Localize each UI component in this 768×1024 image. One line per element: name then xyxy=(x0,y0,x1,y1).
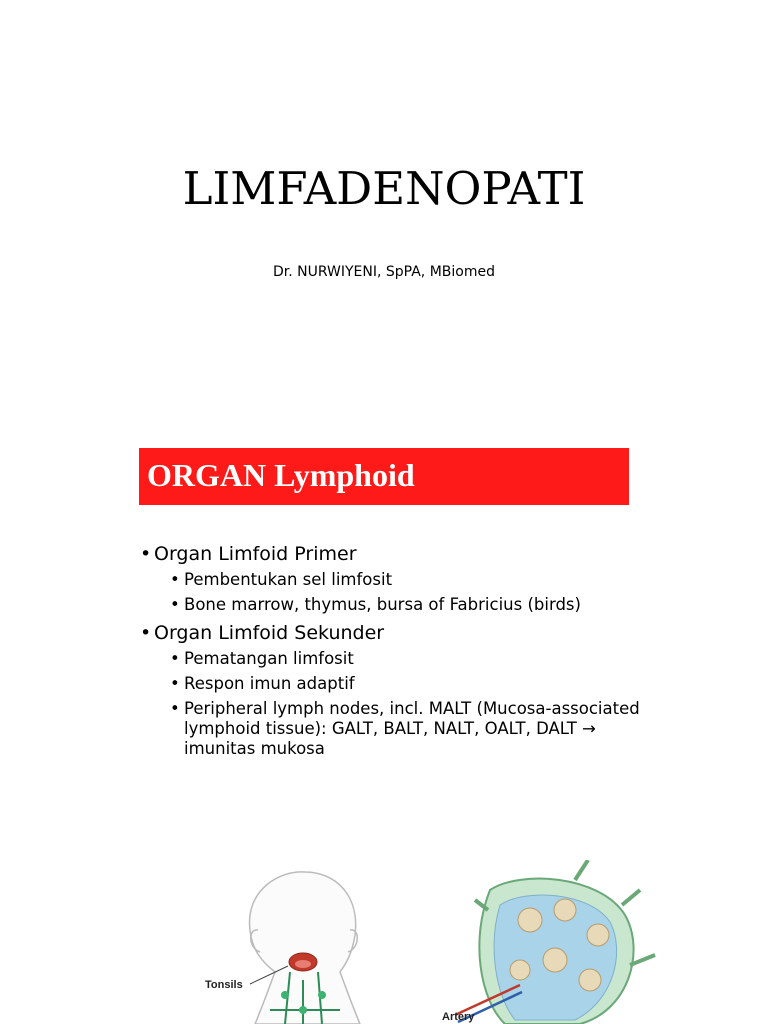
sub-bullet: • Pematangan limfosit xyxy=(170,649,640,669)
content-slide xyxy=(0,420,768,1024)
artery-label: Artery xyxy=(442,1011,475,1023)
lymph-node-cross-section-illustration xyxy=(0,860,768,1024)
section-header-text: ORGAN Lymphoid xyxy=(147,457,415,493)
section-header xyxy=(139,448,629,505)
bullet-secondary: • Organ Limfoid Sekunder xyxy=(140,621,640,645)
sub-bullet: • Bone marrow, thymus, bursa of Fabricius (birds) xyxy=(170,595,640,615)
sub-bullet: • Peripheral lymph nodes, incl. MALT (Mucosa-associated lymphoid tissue): GALT, BALT, NALT, OALT, DALT → imunitas mukosa xyxy=(170,699,640,759)
bullet-list xyxy=(140,542,640,764)
slide-title: LIMFADENOPATI xyxy=(182,162,586,215)
lymphoid-figure xyxy=(0,860,768,1024)
title-slide xyxy=(0,0,768,420)
sub-bullet: • Pembentukan sel limfosit xyxy=(170,570,640,590)
slide-author: Dr. NURWIYENI, SpPA, MBiomed xyxy=(273,264,495,280)
tonsils-label: Tonsils xyxy=(205,979,243,991)
sub-bullet: • Respon imun adaptif xyxy=(170,674,640,694)
bullet-primary: • Organ Limfoid Primer xyxy=(140,542,640,566)
